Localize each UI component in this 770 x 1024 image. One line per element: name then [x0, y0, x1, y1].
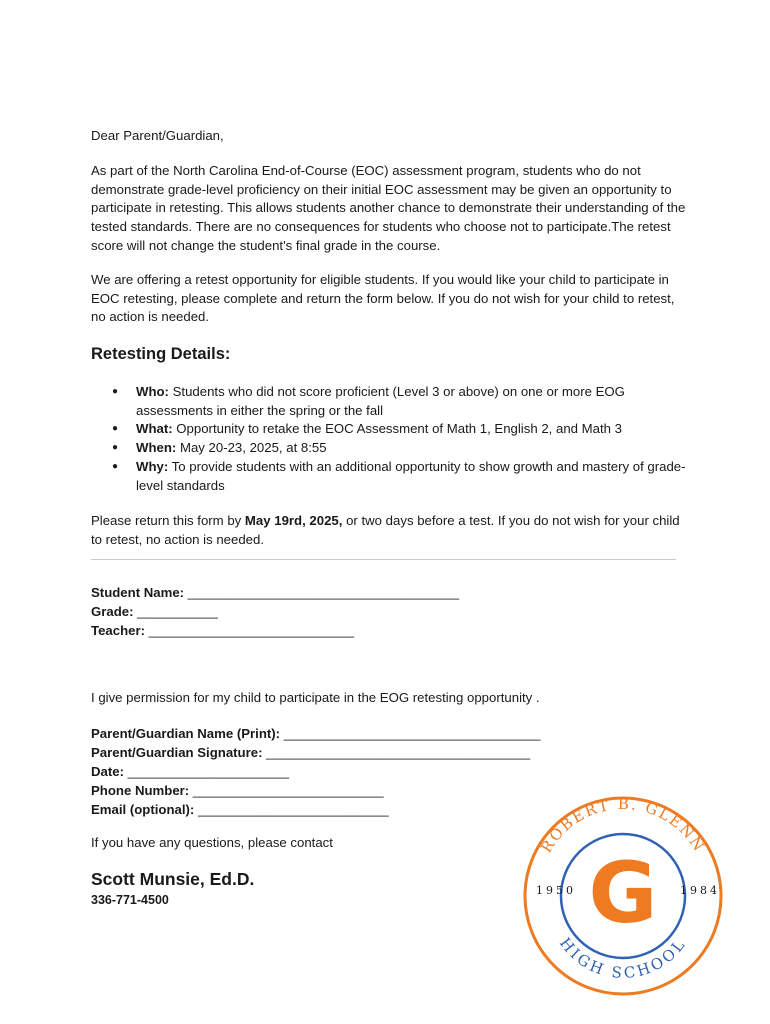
grade-label: Grade:: [91, 604, 134, 619]
seal-year-left: 1950: [536, 884, 576, 897]
detail-text: To provide students with an additional opportunity to show growth and mastery of grade-level standards: [136, 458, 686, 493]
contact-name: Scott Munsie, Ed.D.: [91, 869, 255, 889]
return-text-pre: Please return this form by: [91, 513, 245, 528]
date-label: Date:: [91, 764, 124, 779]
detail-text: Students who did not score proficient (Level 3 or above) on one or more EOG assessments in either the spring or the fall: [136, 384, 625, 418]
date-blank[interactable]: ______________________: [123, 764, 290, 779]
return-text-post: or two days before a test. If you do not wish for your child to retest, no action is needed.: [91, 513, 680, 547]
detail-text: Opportunity to retake the EOC Assessment of Math 1, English 2, and Math 3: [172, 421, 622, 437]
guardian-signature-field[interactable]: [91, 743, 540, 762]
detail-label: Who:: [136, 384, 169, 399]
list-item: [91, 458, 691, 495]
contact-phone: 336-771-4500: [91, 893, 169, 907]
student-form: [91, 583, 459, 640]
return-instructions: [91, 512, 691, 549]
list-item: [91, 383, 691, 420]
teacher-label: Teacher:: [91, 623, 145, 638]
list-item: [91, 439, 691, 458]
grade-blank[interactable]: ___________: [133, 604, 218, 619]
retesting-details-list: [91, 383, 691, 495]
guardian-name-field[interactable]: [91, 724, 540, 743]
detail-text: May 20-23, 2025, at 8:55: [176, 440, 327, 456]
seal-letter: G: [588, 844, 658, 942]
intro-paragraph: As part of the North Carolina End-of-Course (EOC) assessment program, students who do not demonstrate grade-level proficiency on their initial EOC assessment may be given an opportunity to participate in retesting. This allows students another chance to demonstrate their understanding of the tested standards. There are no consequences for students who choose not to participate.The retest score will not change the student's final grade in the course.: [91, 163, 686, 253]
detail-label: Why:: [136, 458, 169, 474]
guardian-signature-blank[interactable]: ____________________________________: [262, 745, 531, 760]
guardian-name-label: Parent/Guardian Name (Print):: [91, 726, 281, 741]
student-name-blank[interactable]: _____________________________________: [184, 585, 460, 600]
email-field[interactable]: [91, 800, 540, 819]
contact-text: If you have any questions, please contact: [91, 835, 333, 850]
permission-statement: I give permission for my child to participate in the EOG retesting opportunity .: [91, 690, 540, 705]
guardian-name-blank[interactable]: ___________________________________: [280, 726, 541, 741]
list-item: [91, 420, 691, 439]
student-name-field[interactable]: [91, 583, 459, 602]
teacher-field[interactable]: [91, 621, 459, 640]
school-seal-logo: [508, 780, 738, 1012]
email-blank[interactable]: __________________________: [194, 802, 389, 817]
phone-blank[interactable]: __________________________: [189, 783, 384, 798]
seal-top-text: ROBERT B. GLENN: [537, 794, 709, 856]
seal-year-right: 1984: [680, 884, 720, 897]
guardian-signature-label: Parent/Guardian Signature:: [91, 745, 263, 760]
section-divider: [91, 559, 676, 560]
teacher-blank[interactable]: ____________________________: [145, 623, 355, 638]
date-field[interactable]: [91, 762, 540, 781]
phone-field[interactable]: [91, 781, 540, 800]
offer-paragraph: We are offering a retest opportunity for eligible students. If you would like your child to participate in EOC retesting, please complete and return the form below. If you do not wish for your child to retest, no action is needed.: [91, 272, 675, 325]
phone-label: Phone Number:: [91, 783, 190, 798]
guardian-form: [91, 724, 540, 819]
email-label: Email (optional):: [91, 802, 195, 817]
grade-field[interactable]: [91, 602, 459, 621]
detail-label: What:: [136, 421, 173, 437]
student-name-label: Student Name:: [91, 585, 185, 600]
return-date: May 19rd, 2025,: [244, 513, 343, 528]
retesting-details-heading: Retesting Details:: [91, 345, 231, 363]
greeting: Dear Parent/Guardian,: [91, 128, 224, 143]
seal-bottom-text: HIGH SCHOOL: [555, 934, 690, 983]
detail-label: When:: [136, 440, 177, 456]
